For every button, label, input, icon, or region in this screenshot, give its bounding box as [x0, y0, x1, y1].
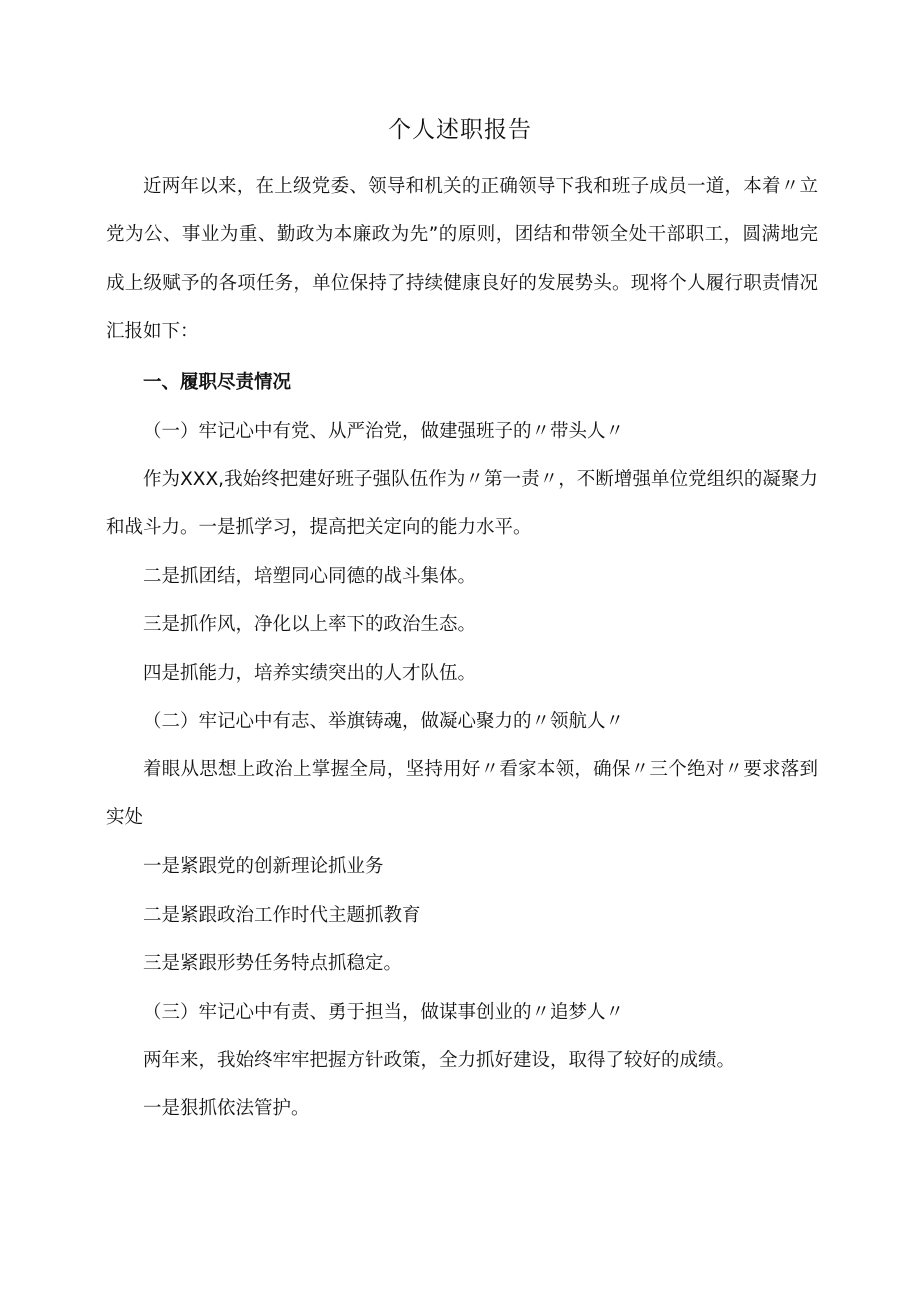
subsection-heading-3: （三）牢记心中有责、勇于担当，做谋事创业的〃追梦人〃: [143, 1002, 625, 1023]
subsection-3-item-1: 一是狠抓依法管护。: [143, 1098, 310, 1119]
subsection-2-item-2: 二是紧跟政治工作时代主题抓教育: [143, 905, 421, 926]
intro-paragraph: 近两年以来，在上级党委、领导和机关的正确领导下我和班子成员一道，本着〃立党为公、事业为重、勤政为本廉政为先”的原则，团结和带领全处干部职工，圆满地完成上级赋予的各项任务，单位保持了持续健康良好的发展势头。现将个人履行职责情况汇报如下：: [106, 176, 818, 342]
section-heading-1: 一、履职尽责情况: [143, 372, 292, 393]
subsection-1-paragraph: 作为XXX,我始终把建好班子强队伍作为〃第一责〃，不断增强单位党组织的凝聚力和战斗力。一是抓学习，提高把关定向的能力水平。: [106, 469, 818, 539]
subsection-1-item-2: 二是抓团结，培塑同心同德的战斗集体。: [143, 566, 477, 587]
document-title: 个人述职报告: [388, 117, 532, 143]
subsection-heading-1: （一）牢记心中有党、从严治党，做建强班子的〃带头人〃: [143, 421, 625, 442]
subsection-1-item-4: 四是抓能力，培养实绩突出的人才队伍。: [143, 663, 477, 684]
subsection-2-item-3: 三是紧跟形势任务特点抓稳定。: [143, 953, 403, 974]
subsection-2-item-1: 一是紧跟党的创新理论抓业务: [143, 856, 384, 877]
subsection-heading-2: （二）牢记心中有志、举旗铸魂，做凝心聚力的〃领航人〃: [143, 711, 625, 732]
subsection-1-item-3: 三是抓作风，净化以上率下的政治生态。: [143, 614, 477, 635]
subsection-2-paragraph: 着眼从思想上政治上掌握全局，坚持用好〃看家本领，确保〃三个绝对〃要求落到实处: [106, 759, 818, 829]
subsection-3-paragraph: 两年来，我始终牢牢把握方针政策，全力抓好建设，取得了较好的成绩。: [143, 1050, 736, 1071]
